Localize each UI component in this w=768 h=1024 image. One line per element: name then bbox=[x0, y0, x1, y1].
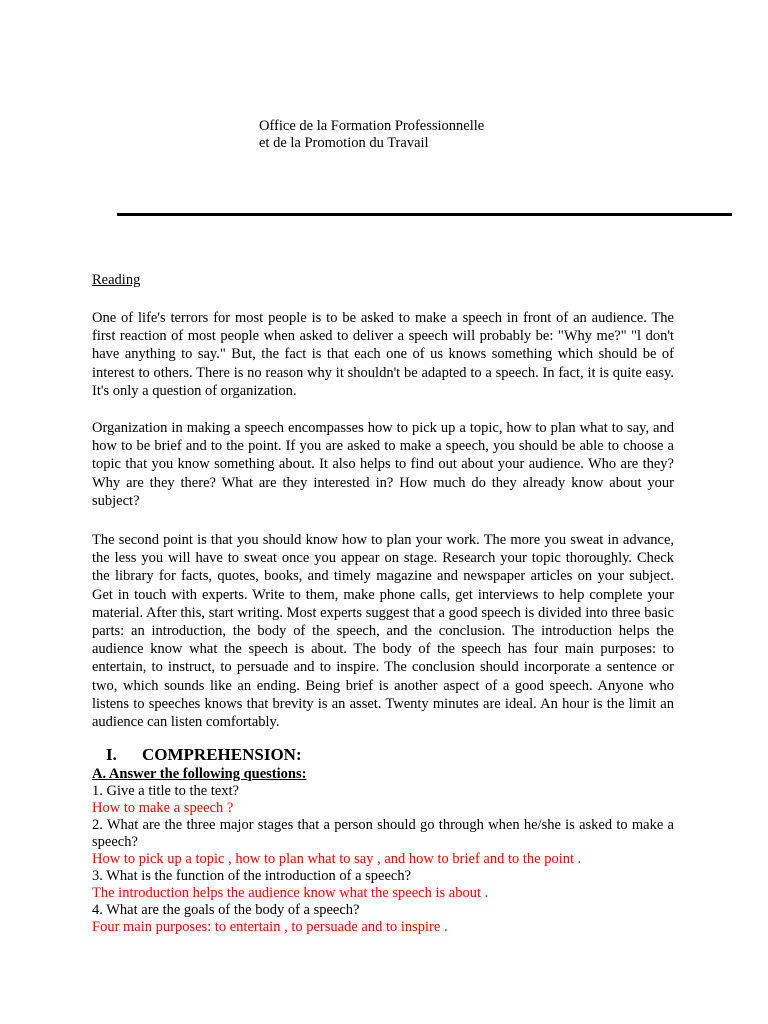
reading-paragraph-1: One of life's terrors for most people is to be asked to make a speech in front of an audience. The first reaction of most people when asked to deliver a speech will probably be: "Why me?" "l don't have anything to say." But, the fact is that each one of us knows something which should be of interest to others. There is no reason why it shouldn't be adapted to a speech. In fact, it is quite easy. It's only a question of organization. bbox=[92, 310, 674, 399]
answer-4: Four main purposes: to entertain , to persuade and to inspire . bbox=[92, 919, 448, 935]
org-line-2: et de la Promotion du Travail bbox=[259, 135, 429, 151]
section-number: I. bbox=[106, 745, 117, 764]
reading-label: Reading bbox=[92, 272, 141, 288]
questions-block bbox=[92, 766, 674, 936]
question-1: 1. Give a title to the text? bbox=[92, 783, 239, 799]
organization-header bbox=[259, 118, 484, 152]
answer-2: How to pick up a topic , how to plan what to say , and how to brief and to the point . bbox=[92, 851, 582, 867]
comprehension-heading bbox=[106, 745, 302, 765]
answer-1: How to make a speech ? bbox=[92, 800, 234, 816]
question-2: 2. What are the three major stages that a person should go through when he/she is asked to make a speech? bbox=[92, 817, 674, 850]
reading-paragraph-2: Organization in making a speech encompasses how to pick up a topic, how to plan what to say, and how to be brief and to the point. If you are asked to make a speech, you should be able to choose a topic that you know something about. It also helps to find out about your audience. Who are they? Why are they there? What are they interested in? How much do they already know about your subject? bbox=[92, 420, 674, 509]
questions-subheading: A. Answer the following questions: bbox=[92, 766, 307, 782]
question-4: 4. What are the goals of the body of a speech? bbox=[92, 902, 360, 918]
section-title: COMPREHENSION: bbox=[142, 745, 302, 764]
question-3: 3. What is the function of the introduction of a speech? bbox=[92, 868, 412, 884]
header-divider bbox=[117, 213, 732, 216]
answer-3: The introduction helps the audience know what the speech is about . bbox=[92, 885, 489, 901]
reading-paragraph-3: The second point is that you should know how to plan your work. The more you sweat in advance, the less you will have to sweat once you appear on stage. Research your topic thoroughly. Check the library for facts, quotes, books, and timely magazine and newspaper articles on your subject. Get in touch with experts. Write to them, make phone calls, get interviews to help complete your material. After this, start writing. Most experts suggest that a good speech is divided into three basic parts: an introduction, the body of the speech, and the conclusion. The introduction helps the audience know what the speech is about. The body of the speech has four main purposes: to entertain, to instruct, to persuade and to inspire. The conclusion should incorporate a sentence or two, which sounds like an ending. Being brief is another aspect of a good speech. Anyone who listens to speeches knows that brevity is an asset. Twenty minutes are ideal. An hour is the limit an audience can listen comfortably. bbox=[92, 532, 674, 731]
org-line-1: Office de la Formation Professionnelle bbox=[259, 118, 485, 134]
